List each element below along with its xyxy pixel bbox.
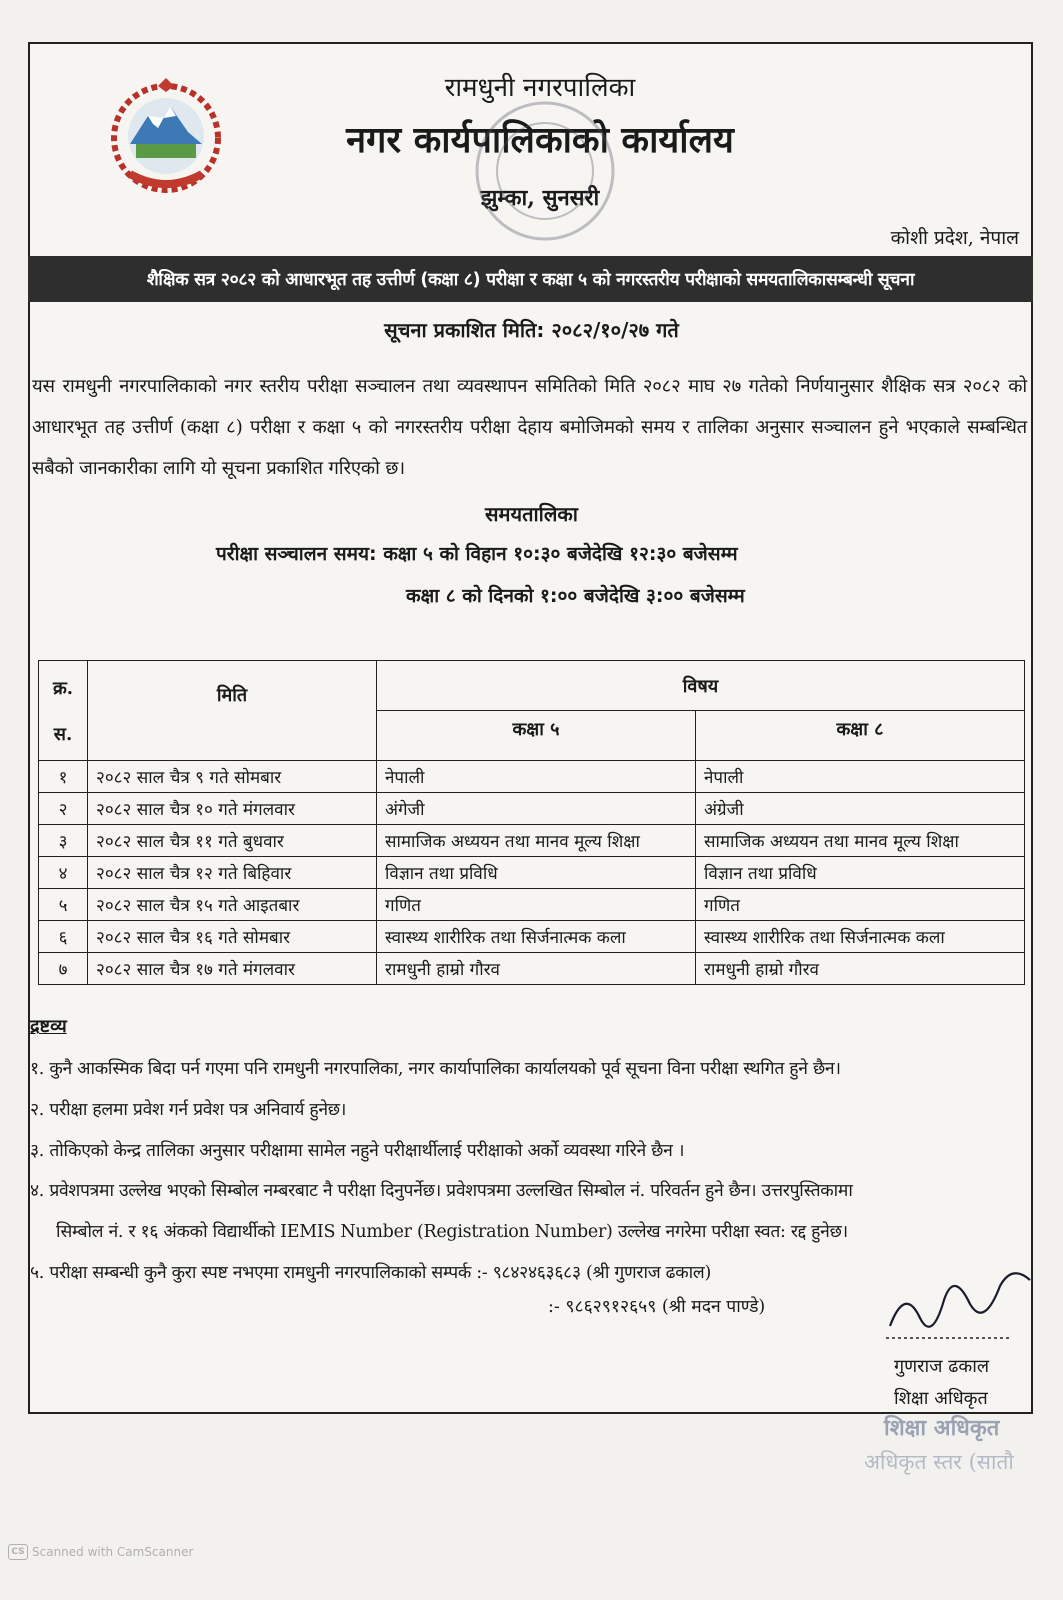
col-serial-header — [39, 661, 88, 761]
col-date-header: मिति — [88, 661, 377, 761]
row-class5-subject: विज्ञान तथा प्रविधि — [377, 857, 696, 889]
stamp-rank: अधिकृत स्तर (सातौ — [864, 1450, 1014, 1474]
row-class5-subject: अंगेजी — [377, 793, 696, 825]
nepal-government-emblem-icon — [96, 78, 236, 196]
stamp-title: शिक्षा अधिकृत — [884, 1415, 1000, 1441]
row-class8-subject: नेपाली — [696, 761, 1025, 793]
municipality-seal-icon — [470, 96, 620, 246]
schedule-time-class8: कक्षा ८ को दिनको १:०० बजेदेखि ३:०० बजेसम्म — [406, 585, 745, 607]
secondary-contact: :- ९८६२९१२६५९ (श्री मदन पाण्डे) — [548, 1297, 766, 1317]
handwritten-signature-icon — [880, 1256, 1050, 1346]
row-class5-subject: स्वास्थ्य शारीरिक तथा सिर्जनात्मक कला — [377, 921, 696, 953]
signatory-name: गुणराज ढकाल — [894, 1356, 990, 1377]
row-class8-subject: अंग्रेजी — [696, 793, 1025, 825]
row-date: २०८२ साल चैत्र ९ गते सोमबार — [88, 761, 377, 793]
row-serial: ५ — [39, 889, 88, 921]
row-serial: ७ — [39, 953, 88, 985]
table-row — [39, 953, 1025, 985]
note-item: ५. परीक्षा सम्बन्धी कुनै कुरा स्पष्ट नभएमा रामधुनी नगरपालिकाको सम्पर्क :- ९८४२४६३६८३ (श्री गुणराज ढकाल) — [30, 1263, 711, 1283]
col-class8-header: कक्षा ८ — [696, 711, 1025, 761]
table-row — [39, 857, 1025, 889]
row-serial: २ — [39, 793, 88, 825]
serial-header-bottom: स. — [53, 723, 73, 745]
note-item: २. परीक्षा हलमा प्रवेश गर्न प्रवेश पत्र अनिवार्य हुनेछ। — [30, 1100, 347, 1120]
row-serial: १ — [39, 761, 88, 793]
note-item: ४. प्रवेशपत्रमा उल्लेख भएको सिम्बोल नम्बरबाट नै परीक्षा दिनुपर्नेछ। प्रवेशपत्रमा उल्लखित सिम्बोल नं. परिवर्तन हुने छैन। उत्तरपुस्तिकामा — [30, 1181, 853, 1201]
schedule-time-class5: परीक्षा सञ्चालन समय: कक्षा ५ को विहान १०:३० बजेदेखि १२:३० बजेसम्म — [216, 543, 738, 565]
office-title: नगर कार्यपालिकाको कार्यालय — [346, 119, 734, 161]
col-subject-header: विषय — [377, 661, 1025, 711]
notice-paragraph: यस रामधुनी नगरपालिकाको नगर स्तरीय परीक्षा सञ्चालन तथा व्यवस्थापन समितिको मिति २०८२ माघ २७ गतेको निर्णयानुसार शैक्षिक सत्र २०८२ को आधारभूत तह उत्तीर्ण (कक्षा ८) परीक्षा र कक्षा ५ को नगरस्तरीय परीक्षा देहाय बमोजिमको समय र तालिका अनुसार सञ्चालन हुने भएकाले सम्बन्धित सबैको जानकारीका लागि यो सूचना प्रकाशित गरिएको छ। — [32, 376, 1027, 479]
table-row — [39, 761, 1025, 793]
signatory-title: शिक्षा अधिकृत — [894, 1388, 988, 1409]
note-item: १. कुनै आकस्मिक बिदा पर्न गएमा पनि रामधुनी नगरपालिका, नगर कार्यापालिका कार्यालयको पूर्व सूचना विना परीक्षा स्थगित हुने छैन। — [30, 1059, 841, 1079]
published-date: सूचना प्रकाशित मिति: २०८२/१०/२७ गते — [384, 318, 679, 342]
row-class5-subject: सामाजिक अध्ययन तथा मानव मूल्य शिक्षा — [377, 825, 696, 857]
row-date: २०८२ साल चैत्र १६ गते सोमबार — [88, 921, 377, 953]
scanner-text: Scanned with CamScanner — [32, 1545, 194, 1559]
table-row — [39, 889, 1025, 921]
schedule-title: समयतालिका — [485, 502, 578, 526]
notice-banner: शैक्षिक सत्र २०८२ को आधारभूत तह उत्तीर्ण (कक्षा ८) परीक्षा र कक्षा ५ को नगरस्तरीय परीक्षाको समयतालिकासम्बन्धी सूचना — [28, 256, 1033, 302]
row-class5-subject: गणित — [377, 889, 696, 921]
note-item: सिम्बोल नं. र १६ अंकको विद्यार्थीको IEMIS Number (Registration Number) उल्लेख नगरेमा परीक्षा स्वत: रद्द हुनेछ। — [56, 1222, 848, 1242]
row-date: २०८२ साल चैत्र १७ गते मंगलवार — [88, 953, 377, 985]
office-location: झुम्का, सुनसरी — [480, 185, 600, 211]
row-class5-subject: रामधुनी हाम्रो गौरव — [377, 953, 696, 985]
row-serial: ४ — [39, 857, 88, 889]
exam-timetable — [38, 660, 1025, 985]
row-class8-subject: विज्ञान तथा प्रविधि — [696, 857, 1025, 889]
table-row — [39, 825, 1025, 857]
row-class8-subject: गणित — [696, 889, 1025, 921]
col-class5-header: कक्षा ५ — [377, 711, 696, 761]
camscanner-logo-icon: CS — [8, 1544, 28, 1560]
scanner-watermark — [8, 1544, 193, 1560]
row-date: २०८२ साल चैत्र १५ गते आइतबार — [88, 889, 377, 921]
row-class5-subject: नेपाली — [377, 761, 696, 793]
note-item: ३. तोकिएको केन्द्र तालिका अनुसार परीक्षामा सामेल नहुने परीक्षार्थीलाई परीक्षाको अर्को व्यवस्था गरिने छैन । — [30, 1141, 685, 1161]
province-label: कोशी प्रदेश, नेपाल — [890, 227, 1019, 249]
row-class8-subject: रामधुनी हाम्रो गौरव — [696, 953, 1025, 985]
row-class8-subject: स्वास्थ्य शारीरिक तथा सिर्जनात्मक कला — [696, 921, 1025, 953]
row-class8-subject: सामाजिक अध्ययन तथा मानव मूल्य शिक्षा — [696, 825, 1025, 857]
municipality-name: रामधुनी नगरपालिका — [444, 73, 636, 103]
row-serial: ३ — [39, 825, 88, 857]
row-date: २०८२ साल चैत्र १० गते मंगलवार — [88, 793, 377, 825]
row-serial: ६ — [39, 921, 88, 953]
row-date: २०८२ साल चैत्र १२ गते बिहिवार — [88, 857, 377, 889]
row-date: २०८२ साल चैत्र ११ गते बुधवार — [88, 825, 377, 857]
notes-heading: द्रष्टव्य — [30, 1016, 67, 1037]
table-row — [39, 921, 1025, 953]
serial-header-top: क्र. — [52, 677, 74, 699]
table-row — [39, 793, 1025, 825]
